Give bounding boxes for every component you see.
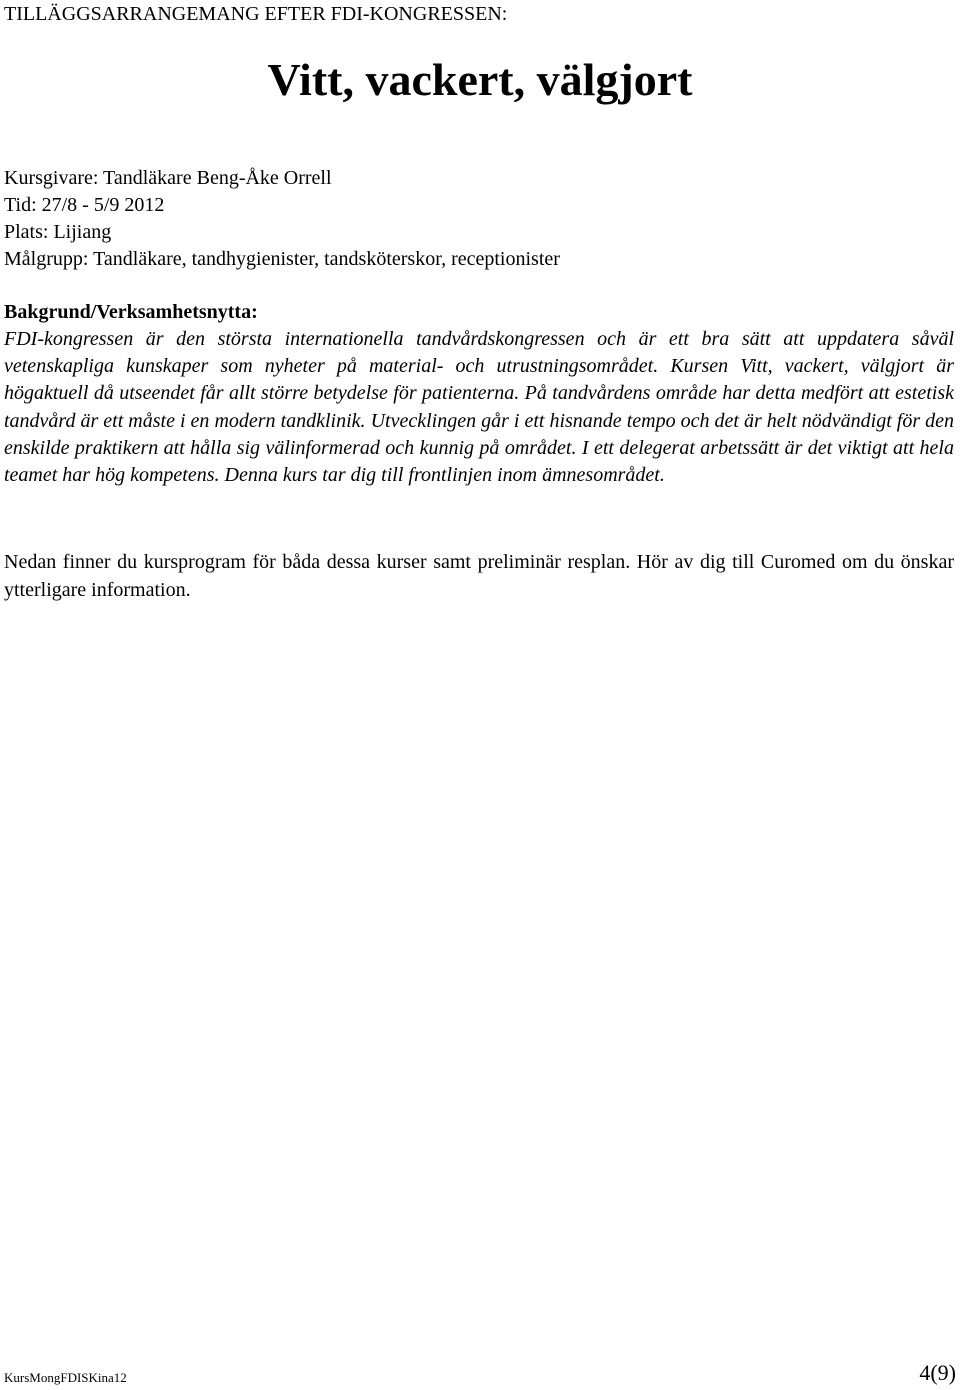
course-instructor: Kursgivare: Tandläkare Beng-Åke Orrell	[4, 167, 332, 189]
footer-page-number: 4(9)	[919, 1360, 956, 1385]
course-audience: Målgrupp: Tandläkare, tandhygienister, tandsköterskor, receptionister	[4, 248, 560, 270]
document-header: TILLÄGGSARRANGEMANG EFTER FDI-KONGRESSEN:	[4, 3, 508, 25]
course-details	[4, 165, 560, 273]
footer-document-code: KursMongFDISKina12	[4, 1370, 127, 1385]
closing-paragraph: Nedan finner du kursprogram för båda dessa kurser samt preliminär resplan. Hör av dig till Curomed om du önskar ytterligare information.	[4, 551, 954, 601]
course-title: Vitt, vackert, välgjort	[267, 54, 693, 105]
course-time: Tid: 27/8 - 5/9 2012	[4, 194, 165, 216]
course-place: Plats: Lijiang	[4, 221, 112, 243]
background-paragraph: FDI-kongressen är den största internationella tandvårdskongressen och är ett bra sätt att uppdatera såväl vetenskapliga kunskaper som nyheter på material- och utrustningsområdet. Kursen Vitt, vackert, välgjort är högaktuell då utseendet får allt större betydelse för patienterna. På tandvårdens område har detta medfört att estetisk tandvård är ett måste i en modern tandklinik. Utvecklingen går i ett hisnande tempo och det är helt nödvändigt för den enskilde praktikern att hålla sig välinformerad och kunnig på området. I ett delegerat arbetssätt är det viktigt att hela teamet har hög kompetens. Denna kurs tar dig till frontlinjen inom ämnesområdet.	[4, 328, 954, 487]
background-heading: Bakgrund/Verksamhetsnytta:	[4, 301, 258, 323]
